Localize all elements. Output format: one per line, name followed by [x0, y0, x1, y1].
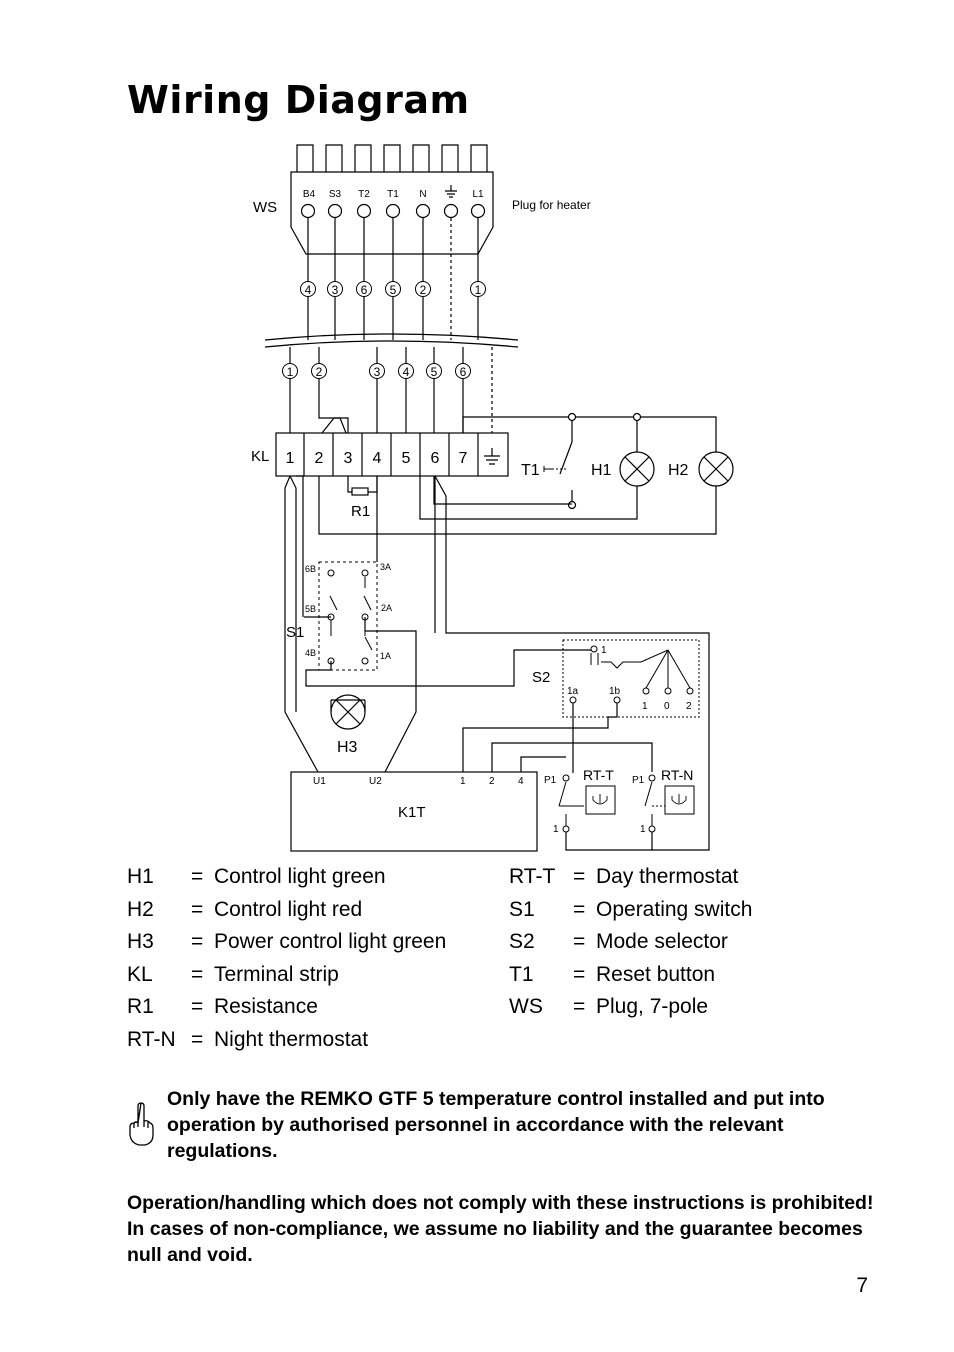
legend-key: H1	[127, 865, 154, 888]
plug-label: WS	[253, 199, 278, 216]
legend-key: H2	[127, 897, 154, 921]
terminal-number: 4	[372, 450, 382, 467]
legend-row	[127, 926, 446, 959]
relay-label: K1T	[398, 804, 426, 821]
thermostat-rt-n-label: RT-N	[661, 767, 694, 783]
legend-equals: =	[191, 1027, 204, 1051]
plug-pin-t2: T2	[358, 189, 370, 200]
legend-key: WS	[509, 995, 543, 1018]
plug-pin-t1: T1	[387, 189, 399, 200]
legend-left	[127, 861, 446, 1056]
legend-row	[509, 991, 752, 1024]
legend-row	[127, 861, 446, 894]
plug-pin-b4: B4	[302, 189, 316, 200]
legend-equals: =	[573, 962, 586, 986]
cable-break	[265, 334, 518, 347]
legend-row	[127, 894, 446, 927]
legend-equals: =	[573, 865, 586, 888]
legend-value: Terminal strip	[214, 962, 339, 986]
cable-wires	[308, 218, 478, 340]
liability-note: Operation/handling which does not comply with these instructions is prohibited! In cases of non-compliance, we assume no liability and the guarantee becomes null and void.	[127, 1192, 874, 1266]
page-number: 7	[856, 1274, 868, 1297]
legend-value: Night thermostat	[214, 1027, 369, 1051]
terminal-number: 6	[430, 450, 440, 467]
legend-key: S2	[509, 930, 535, 953]
legend-key: R1	[127, 995, 154, 1018]
resistor-label: R1	[351, 503, 371, 520]
s1-contact: 2A	[381, 603, 393, 613]
legend-equals: =	[191, 930, 204, 953]
cable-number: 6	[360, 283, 368, 297]
terminal-strip	[276, 433, 508, 476]
relay-terminal: U1	[313, 776, 326, 787]
cable-number: 2	[315, 365, 323, 379]
terminal-bridge	[322, 418, 346, 433]
relay-terminal: 1	[460, 776, 466, 787]
lower-wires	[290, 347, 492, 433]
legend-row	[509, 861, 752, 894]
relay-terminal: U2	[369, 776, 382, 787]
thermostat-rt-t-label: RT-T	[583, 767, 614, 783]
legend-value: Reset button	[596, 962, 716, 986]
legend-value: Mode selector	[596, 930, 728, 953]
terminal-number: 7	[458, 450, 468, 467]
reset-button-t1	[560, 442, 572, 505]
legend-equals: =	[191, 897, 204, 921]
selector-s2	[570, 646, 693, 703]
wire-l-strip-1c	[290, 476, 296, 488]
thermostat-p1: P1	[632, 775, 645, 786]
ground-icon	[445, 185, 457, 197]
cable-number: 4	[304, 283, 312, 297]
wire-h-top	[463, 417, 716, 452]
plug-pin-s3: S3	[328, 189, 342, 200]
page-title: Wiring Diagram	[127, 78, 470, 122]
cable-number: 1	[474, 283, 482, 297]
legend-key: H3	[127, 930, 154, 953]
wire-h2-return	[319, 476, 716, 534]
cable-number: 2	[419, 283, 427, 297]
legend-row	[509, 959, 752, 992]
lamp-h3-label: H3	[337, 739, 358, 756]
plug-pin-n: N	[419, 189, 427, 200]
wire-s2-1b	[608, 703, 617, 717]
wire-s1-2a	[365, 617, 416, 712]
pointing-hand-icon	[127, 1101, 155, 1147]
legend-row	[127, 1024, 446, 1057]
wire-s1-h3	[385, 712, 416, 772]
legend-value: Operating switch	[596, 897, 753, 921]
terminal-number: 3	[343, 450, 353, 467]
switch-s1-label: S1	[286, 624, 305, 641]
plug-pin-l1: L1	[472, 189, 484, 200]
reset-button-label: T1	[521, 462, 540, 479]
s2-contact: 2	[686, 701, 692, 712]
legend-equals: =	[573, 995, 586, 1018]
lamp-h1-icon	[620, 452, 654, 486]
relay-terminal: 4	[518, 776, 524, 787]
legend-value: Power control light green	[214, 930, 447, 953]
lamp-h2-label: H2	[668, 462, 689, 479]
terminal-number: 5	[401, 450, 411, 467]
cable-number: 3	[373, 365, 381, 379]
s2-contact: 1a	[567, 686, 579, 697]
legend-equals: =	[191, 962, 204, 986]
legend-row	[509, 926, 752, 959]
legend-equals: =	[573, 930, 586, 953]
cable-number: 5	[389, 283, 397, 297]
legend-value: Resistance	[214, 995, 318, 1018]
legend-row	[509, 894, 752, 927]
lamp-h1-label: H1	[591, 462, 612, 479]
wire-s2-relay	[463, 717, 608, 772]
warning-note: Only have the REMKO GTF 5 temperature control installed and put into operation by authorised personnel in accordance with the relevant regulations.	[167, 1088, 825, 1162]
terminal-label: KL	[251, 448, 270, 465]
cable-number: 3	[331, 283, 339, 297]
thermostat-rt-t	[559, 775, 615, 832]
lamp-h2-icon	[699, 452, 733, 486]
plug-caption: Plug for heater	[512, 198, 591, 212]
wire-h1-return	[420, 476, 637, 519]
legend-key: RT-T	[509, 865, 556, 888]
legend-key: RT-N	[127, 1027, 176, 1051]
legend-value: Day thermostat	[596, 865, 739, 888]
selector-s2-frame	[563, 640, 699, 717]
s1-contact: 4B	[305, 648, 317, 658]
legend-right	[509, 861, 752, 1024]
legend-row	[127, 991, 446, 1024]
s1-contact: 5B	[305, 604, 317, 614]
wire-s2-relay3	[521, 757, 566, 772]
s1-contact: 6B	[305, 564, 317, 574]
legend-equals: =	[191, 865, 204, 888]
plug-pin-circles	[302, 205, 485, 218]
legend-row	[127, 959, 446, 992]
s1-contact: 1A	[380, 651, 392, 661]
legend-key: KL	[127, 962, 153, 986]
legend-value: Plug, 7-pole	[596, 995, 709, 1018]
cable-number: 1	[286, 365, 294, 379]
legend-key: S1	[509, 897, 535, 921]
terminal-number: 1	[285, 450, 295, 467]
s2-contact: 1b	[609, 686, 621, 697]
wire-t1-return	[434, 476, 572, 504]
thermostat-p1: P1	[544, 775, 557, 786]
terminal-number: 2	[314, 450, 324, 467]
relay-terminal: 2	[489, 776, 495, 787]
legend-value: Control light green	[214, 865, 386, 888]
wire-h3	[331, 700, 365, 712]
thermostat-bottom: 1	[640, 824, 646, 835]
selector-s2-label: S2	[532, 669, 551, 686]
legend-equals: =	[191, 995, 204, 1018]
ground-icon	[484, 448, 500, 464]
s2-contact: 1	[601, 645, 607, 656]
wire-s2-relay2	[492, 743, 652, 772]
s1-contact: 3A	[380, 562, 392, 572]
cable-number: 5	[430, 365, 438, 379]
wire-s1-5b	[296, 476, 331, 617]
cable-number: 4	[402, 365, 410, 379]
cable-number: 6	[459, 365, 467, 379]
legend-key: T1	[509, 962, 534, 986]
legend-value: Control light red	[214, 897, 363, 921]
s2-contact: 1	[642, 701, 648, 712]
thermostat-bottom: 1	[553, 824, 559, 835]
legend-equals: =	[573, 897, 586, 921]
thermostat-rt-n	[645, 775, 694, 832]
plug-ws	[253, 145, 591, 254]
s2-contact: 0	[664, 701, 670, 712]
